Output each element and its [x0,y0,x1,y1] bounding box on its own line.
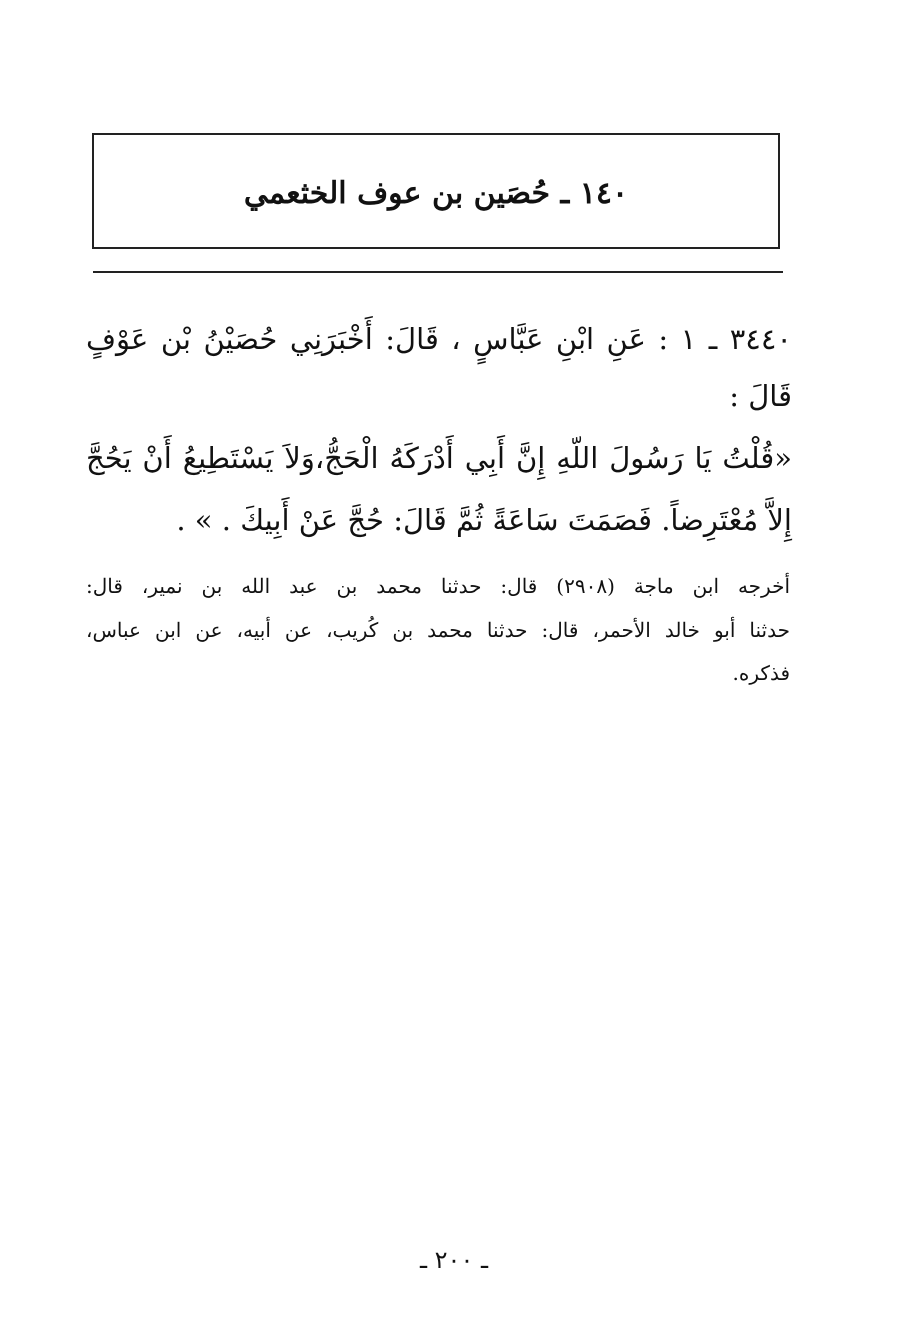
footnote-line-3: فذكره. [732,661,790,685]
chapter-title: ١٤٠ ـ حُصَين بن عوف الخثعمي [243,176,629,211]
hadith-line-4: إِلاَّ مُعْتَرِضاً. فَصَمَتَ سَاعَةً ثُمَّ قَالَ: حُجَّ عَنْ أَبِيكَ . » . [176,503,792,537]
hadith-line-3: «قُلْتُ يَا رَسُولَ اللّهِ إِنَّ أَبِي أَدْرَكَهُ الْحَجُّ،وَلاَ يَسْتَطِيعُ أَنْ يَحُجَّ [86,441,792,475]
footnote-line-1: أخرجه ابن ماجة (٢٩٠٨) قال: حدثنا محمد بن عبد الله بن نمير، قال: [86,574,790,598]
hadith-line-2: قَالَ : [729,379,792,413]
page-number: ـ ٢٠٠ ـ [419,1246,488,1274]
hadith-line-1: ٣٤٤٠ ـ ١ : عَنِ ابْنِ عَبَّاسٍ ، قَالَ: أَخْبَرَنِي حُصَيْنُ بْن عَوْفٍ [86,322,792,356]
chapter-heading-box [92,133,780,249]
heading-divider [93,271,783,273]
footnote-line-2: حدثنا أبو خالد الأحمر، قال: حدثنا محمد بن كُريب، عن أبيه، عن ابن عباس، [86,618,790,642]
